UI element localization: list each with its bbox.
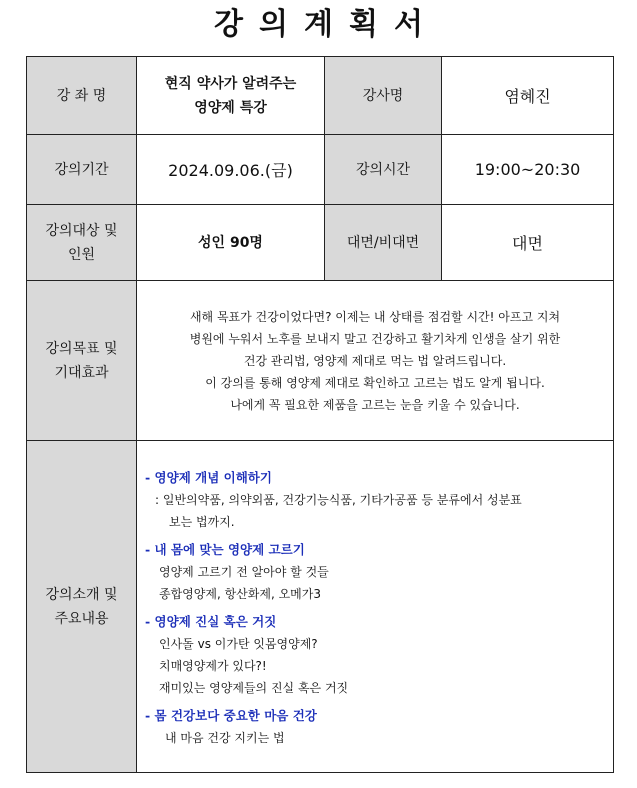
course-line-2: 영양제 특강 xyxy=(194,99,267,116)
table-row xyxy=(27,281,614,441)
target-label-line-2: 인원 xyxy=(67,246,96,263)
section-heading: - 영양제 진실 혹은 거짓 xyxy=(145,614,277,629)
content-label-line-1: 강의소개 및 xyxy=(45,586,118,603)
target-label xyxy=(27,205,137,281)
period-label: 강의기간 xyxy=(27,135,137,205)
document-title: 강의계획서 xyxy=(214,7,439,42)
section-line: 보는 법까지. xyxy=(169,515,235,529)
course-line-1: 현직 약사가 알려주는 xyxy=(164,75,297,92)
section-line: 치매영양제가 있다?! xyxy=(159,659,267,673)
time-value: 19:00~20:30 xyxy=(442,135,614,205)
section-heading: - 몸 건강보다 중요한 마음 건강 xyxy=(145,708,317,723)
mode-label: 대면/비대면 xyxy=(325,205,442,281)
goal-line: 새해 목표가 건강이었다면? 이제는 내 상태를 점검할 시간! 아프고 지쳐 xyxy=(189,309,561,324)
content-section xyxy=(145,705,613,749)
section-line: 재미있는 영양제들의 진실 혹은 거짓 xyxy=(159,681,349,695)
goal-label-line-2: 기대효과 xyxy=(54,364,109,381)
goal-line: 건강 관리법, 영양제 제대로 먹는 법 알려드립니다. xyxy=(243,353,507,368)
target-label-line-1: 강의대상 및 xyxy=(45,222,118,239)
lecturer-value: 염혜진 xyxy=(442,57,614,135)
section-line: 내 마음 건강 지키는 법 xyxy=(165,731,285,745)
goal-label-line-1: 강의목표 및 xyxy=(45,340,118,357)
mode-value: 대면 xyxy=(442,205,614,281)
table-row xyxy=(27,57,614,135)
content-section xyxy=(145,611,613,699)
content-label-line-2: 주요내용 xyxy=(54,610,109,627)
table-row xyxy=(27,205,614,281)
plan-table xyxy=(26,56,614,773)
goal-line: 나에게 꼭 필요한 제품을 고르는 눈을 키울 수 있습니다. xyxy=(230,397,520,412)
content-section xyxy=(145,539,613,605)
section-line: 인사돌 vs 이가탄 잇몸영양제? xyxy=(159,637,318,651)
content-text xyxy=(137,441,614,773)
goal-text xyxy=(137,281,614,441)
period-value: 2024.09.06.(금) xyxy=(137,135,325,205)
goal-label xyxy=(27,281,137,441)
section-line: 영양제 고르기 전 알아야 할 것들 xyxy=(159,565,329,579)
table-row xyxy=(27,135,614,205)
table-row xyxy=(27,441,614,773)
section-line: 종합영양제, 항산화제, 오메가3 xyxy=(159,587,321,601)
lecturer-label: 강사명 xyxy=(325,57,442,135)
goal-line: 이 강의를 통해 영양제 제대로 확인하고 고르는 법도 알게 됩니다. xyxy=(205,375,545,390)
time-label: 강의시간 xyxy=(325,135,442,205)
section-heading: - 영양제 개념 이해하기 xyxy=(145,470,272,485)
section-line: : 일반의약품, 의약외품, 건강기능식품, 기타가공품 등 분류에서 성분표 xyxy=(155,493,522,507)
content-label xyxy=(27,441,137,773)
goal-line: 병원에 누워서 노후를 보내지 말고 건강하고 활기차게 인생을 살기 위한 xyxy=(189,331,561,346)
content-section xyxy=(145,467,613,533)
course-label: 강 좌 명 xyxy=(27,57,137,135)
course-value xyxy=(137,57,325,135)
section-heading: - 내 몸에 맞는 영양제 고르기 xyxy=(145,542,305,557)
target-value: 성인 90명 xyxy=(137,205,325,281)
